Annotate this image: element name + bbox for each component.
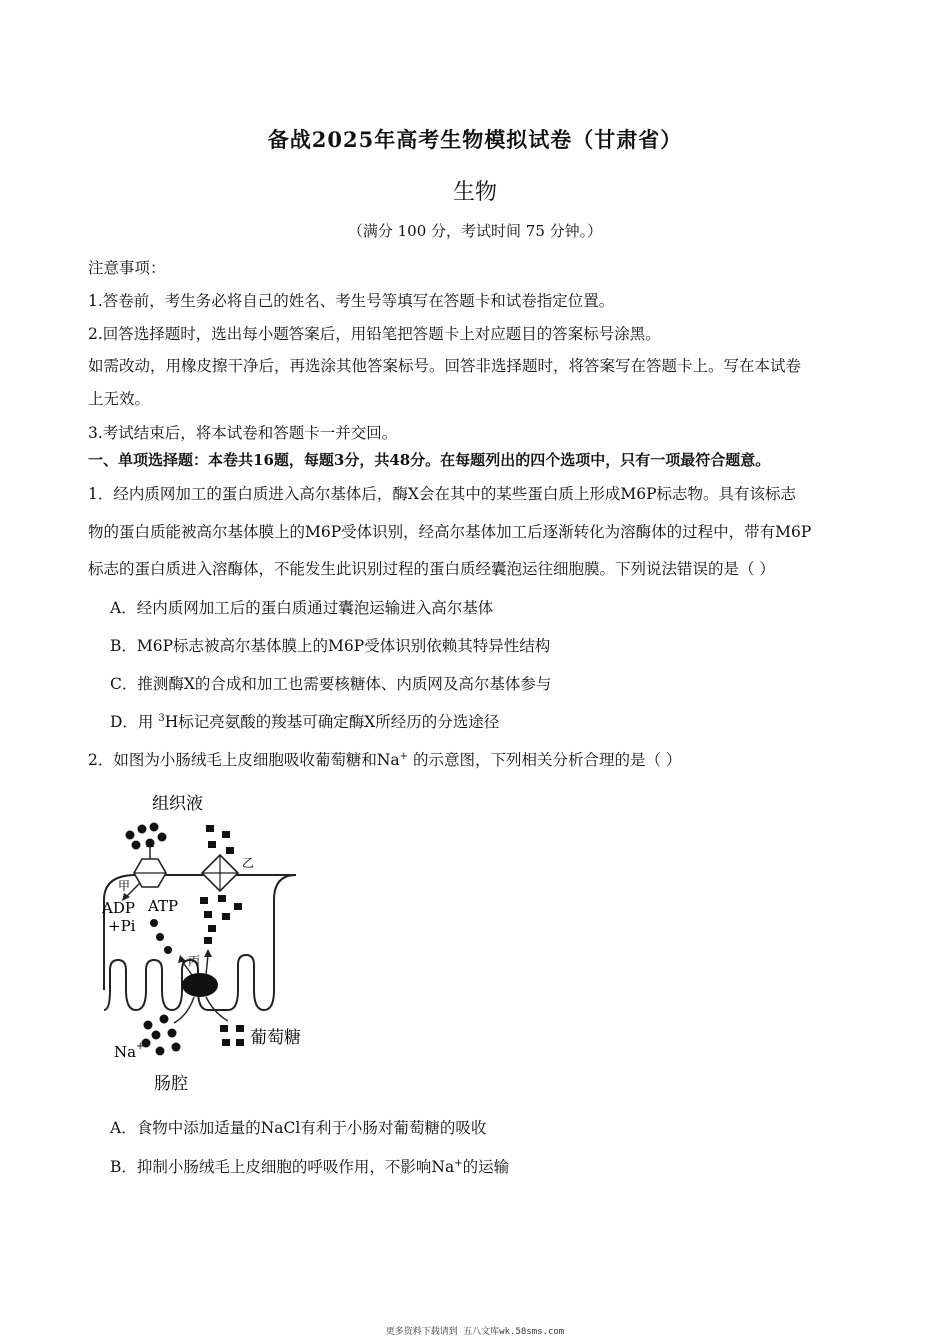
label-yi: 乙 bbox=[242, 856, 255, 870]
label-adp: ADP bbox=[102, 899, 135, 917]
notes-heading: 注意事项： bbox=[88, 259, 166, 277]
q1-option-a: A．经内质网加工后的蛋白质通过囊泡运输进入高尔基体 bbox=[110, 599, 494, 617]
q1-option-d: D．用 $^3$H标记亮氨酸的羧基可确定酶X所经历的分选途径 bbox=[110, 712, 500, 731]
label-bing: 丙 bbox=[188, 954, 201, 968]
section-heading: 一、单项选择题：本卷共16题，每题3分，共48分。在每题列出的四个选项中，只有一项最符合题意。 bbox=[88, 451, 771, 469]
q1-line: 标志的蛋白质进入溶酶体，不能发生此识别过程的蛋白质经囊泡运往细胞膜。下列说法错误的是（ ） bbox=[88, 560, 775, 578]
label-lumen: 肠腔 bbox=[154, 1074, 188, 1094]
label-pi: +Pi bbox=[108, 917, 136, 935]
q1-line: 1．经内质网加工的蛋白质进入高尔基体后，酶X会在其中的某些蛋白质上形成M6P标志物。具有该标志 bbox=[88, 485, 797, 503]
label-glucose: 葡萄糖 bbox=[250, 1028, 301, 1048]
note-item: 2.回答选择题时，选出每小题答案后，用铅笔把答题卡上对应题目的答案标号涂黑。 bbox=[88, 325, 661, 343]
page-footer: 更多资料下载请到 五八文库wk.58sms.com bbox=[385, 1327, 565, 1337]
q1-option-c: C．推测酶X的合成和加工也需要核糖体、内质网及高尔基体参与 bbox=[110, 675, 552, 693]
q2-option-b: B．抑制小肠绒毛上皮细胞的呼吸作用，不影响Na+的运输 bbox=[110, 1157, 510, 1176]
carrier-bing bbox=[182, 973, 218, 997]
note-item: 上无效。 bbox=[88, 390, 151, 408]
q2-option-a: A．食物中添加适量的NaCl有利于小肠对葡萄糖的吸收 bbox=[110, 1119, 487, 1137]
q1-option-b: B．M6P标志被高尔基体膜上的M6P受体识别依赖其特异性结构 bbox=[110, 637, 551, 655]
label-na-sup: + bbox=[136, 1041, 145, 1052]
diagram-svg bbox=[96, 785, 336, 1100]
label-na: Na bbox=[114, 1043, 137, 1061]
label-atp: ATP bbox=[148, 897, 179, 915]
label-jia: 甲 bbox=[118, 879, 131, 893]
page-title: 备战2025年高考生物模拟试卷（甘肃省） bbox=[267, 127, 683, 152]
label-tissue-fluid: 组织液 bbox=[152, 794, 203, 814]
note-item: 3.考试结束后，将本试卷和答题卡一并交回。 bbox=[88, 424, 398, 442]
note-item: 1.答卷前，考生务必将自己的姓名、考生号等填写在答题卡和试卷指定位置。 bbox=[88, 292, 615, 310]
q1-line: 物的蛋白质能被高尔基体膜上的M6P受体识别，经高尔基体加工后逐渐转化为溶酶体的过程中，带有M6P bbox=[88, 523, 812, 541]
intestinal-cell-diagram bbox=[96, 785, 336, 1100]
exam-meta: （满分 100 分，考试时间 75 分钟。） bbox=[347, 222, 603, 240]
q2-stem: 2．如图为小肠绒毛上皮细胞吸收葡萄糖和Na+ 的示意图，下列相关分析合理的是（ ） bbox=[88, 750, 682, 769]
note-item: 如需改动，用橡皮擦干净后，再选涂其他答案标号。回答非选择题时，将答案写在答题卡上。写在本试卷 bbox=[88, 357, 802, 375]
subject-title: 生物 bbox=[452, 180, 497, 205]
